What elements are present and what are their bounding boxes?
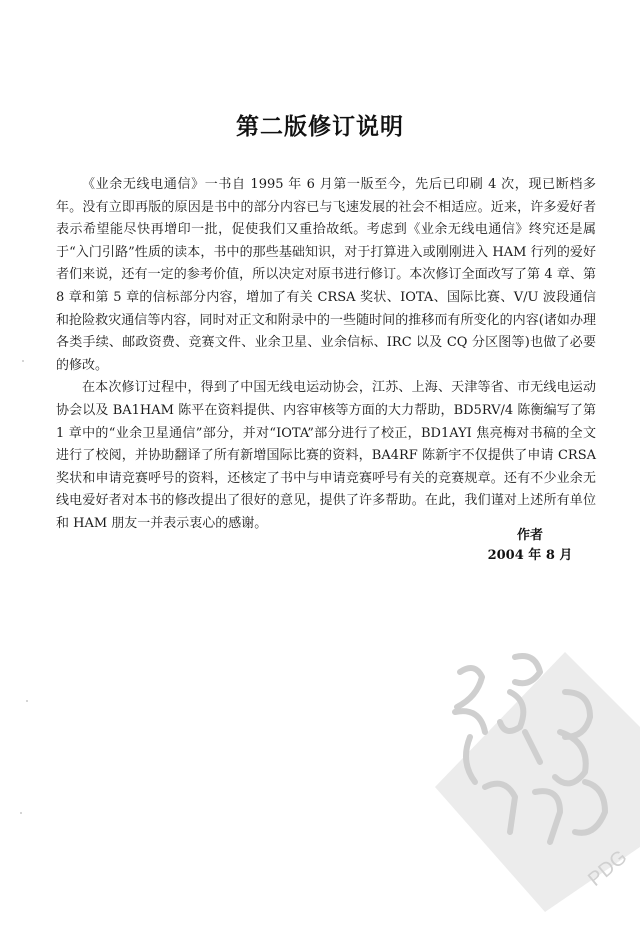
scan-speck — [26, 700, 28, 702]
signature-author: 作者 — [516, 528, 543, 543]
body-text — [56, 174, 596, 536]
page-title: 第二版修订说明 — [236, 113, 404, 140]
library-seal-watermark — [415, 612, 640, 912]
paragraph-2: 在本次修订过程中，得到了中国无线电运动协会，江苏、上海、天津等省、市无线电运动协会以及 BA1HAM 陈平在资料提供、内容审核等方面的大力帮助，BD5RV/4 陈衡编写了第 1 章中的“业余卫星通信”部分，并对“IOTA”部分进行了校正，BD1AYI 焦亮梅对书稿的全文进行了校阅，并协助翻译了所有新增国际比赛的资料，BA4RF 陈新宇不仅提供了申请 CRSA 奖状和申请竞赛呼号的资料，还核定了书中与申请竞赛呼号有关的竞赛规章。还有不少业余无线电爱好者对本书的修改提出了很好的意见，提供了许多帮助。在此，我们谨对上述所有单位和 HAM 朋友一并表示衷心的感谢。 — [56, 380, 596, 531]
paragraph-1: 《业余无线电通信》一书自 1995 年 6 月第一版至今，先后已印刷 4 次，现已断档多年。没有立即再版的原因是书中的部分内容已与飞速发展的社会不相适应。近来，许多爱好者表示希望能尽快再增印一批，促使我们又重拾故纸。考虑到《业余无线电通信》终究还是属于“入门引路”性质的读本，书中的那些基础知识，对于打算进入或刚刚进入 HAM 行列的爱好者们来说，还有一定的参考价值，所以决定对原书进行修订。本次修订全面改写了第 4 章、第 8 章和第 5 章的信标部分内容，增加了有关 CRSA 奖状、IOTA、国际比赛、V/U 波段通信和抢险救灾通信等内容，同时对正文和附录中的一些随时间的推移而有所变化的内容(诸如办理各类手续、邮政资费、竞赛文件、业余卫星、业余信标、IRC 以及 CQ 分区图等)也做了必要的修改。 — [56, 177, 596, 373]
signature-date: 2004 年 8 月 — [487, 548, 573, 563]
watermark-text: PDG — [584, 846, 632, 891]
scan-speck — [22, 360, 24, 362]
scan-speck — [20, 812, 22, 814]
